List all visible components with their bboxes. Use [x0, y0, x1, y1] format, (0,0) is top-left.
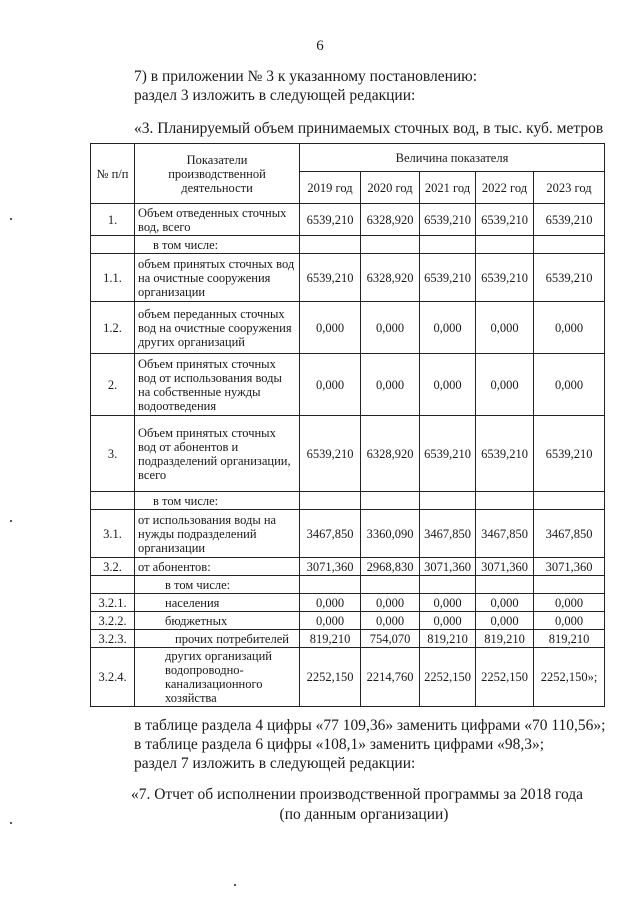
value-cell: 6539,210	[420, 416, 476, 492]
table-row	[91, 558, 605, 576]
value-cell	[476, 576, 534, 594]
value-cell	[476, 236, 534, 254]
scan-speck	[10, 218, 12, 220]
header-num: № п/п	[91, 144, 135, 204]
table-row	[91, 612, 605, 630]
value-cell: 3467,850	[300, 510, 361, 558]
indicator-name: от абонентов:	[135, 558, 300, 576]
value-cell	[300, 236, 361, 254]
indicator-name: в том числе:	[135, 576, 300, 594]
table-body	[91, 204, 605, 707]
value-cell: 2252,150	[476, 648, 534, 707]
table-row	[91, 510, 605, 558]
value-cell: 0,000	[476, 302, 534, 354]
value-cell: 6539,210	[420, 254, 476, 302]
value-cell	[361, 576, 420, 594]
header-indicator: Показатели производственной деятельности	[135, 144, 300, 204]
value-cell: 6539,210	[420, 204, 476, 236]
value-cell: 0,000	[534, 302, 605, 354]
row-number: 3.2.4.	[91, 648, 135, 707]
header-year: 2020 год	[361, 172, 420, 204]
indicator-name: бюджетных	[135, 612, 300, 630]
value-cell: 0,000	[361, 302, 420, 354]
value-cell: 6539,210	[300, 254, 361, 302]
indicator-name: объем принятых сточных вод на очистные сооружения организации	[135, 254, 300, 302]
value-cell: 0,000	[300, 594, 361, 612]
value-cell: 0,000	[420, 302, 476, 354]
header-value: Величина показателя	[300, 144, 605, 172]
table-row	[91, 630, 605, 648]
value-cell: 3467,850	[476, 510, 534, 558]
value-cell: 819,210	[476, 630, 534, 648]
value-cell	[534, 236, 605, 254]
value-cell: 819,210	[420, 630, 476, 648]
value-cell: 3071,360	[476, 558, 534, 576]
intro-line-1: 7) в приложении № 3 к указанному постановлению:	[134, 68, 478, 85]
indicator-name: прочих потребителей	[135, 630, 300, 648]
indicator-name: объем переданных сточных вод на очистные сооружения других организаций	[135, 302, 300, 354]
value-cell	[420, 576, 476, 594]
value-cell: 0,000	[420, 612, 476, 630]
value-cell	[534, 492, 605, 510]
table-row	[91, 492, 605, 510]
value-cell: 819,210	[300, 630, 361, 648]
row-number: 1.	[91, 204, 135, 236]
value-cell: 2252,150»;	[534, 648, 605, 707]
header-year: 2023 год	[534, 172, 605, 204]
value-cell: 6539,210	[300, 204, 361, 236]
value-cell: 3467,850	[420, 510, 476, 558]
row-number: 2.	[91, 354, 135, 416]
row-number: 3.1.	[91, 510, 135, 558]
intro-line-2: раздел 3 изложить в следующей редакции:	[134, 87, 416, 104]
scan-speck	[10, 520, 12, 522]
value-cell: 3071,360	[300, 558, 361, 576]
header-year: 2022 год	[476, 172, 534, 204]
table-row	[91, 236, 605, 254]
row-number	[91, 576, 135, 594]
value-cell: 0,000	[534, 354, 605, 416]
table-row	[91, 354, 605, 416]
indicator-name: в том числе:	[135, 236, 300, 254]
value-cell: 0,000	[476, 354, 534, 416]
table-row	[91, 302, 605, 354]
value-cell: 0,000	[534, 594, 605, 612]
value-cell	[300, 576, 361, 594]
value-cell: 2252,150	[300, 648, 361, 707]
amendment-line-2: в таблице раздела 6 цифры «108,1» заменить цифрами «98,3»;	[134, 736, 545, 753]
value-cell: 3071,360	[534, 558, 605, 576]
value-cell: 754,070	[361, 630, 420, 648]
value-cell: 2252,150	[420, 648, 476, 707]
value-cell: 6539,210	[300, 416, 361, 492]
value-cell: 0,000	[534, 612, 605, 630]
value-cell	[476, 492, 534, 510]
value-cell: 2214,760	[361, 648, 420, 707]
value-cell: 0,000	[361, 354, 420, 416]
value-cell: 0,000	[361, 612, 420, 630]
row-number: 3.2.1.	[91, 594, 135, 612]
indicator-name: населения	[135, 594, 300, 612]
value-cell: 0,000	[300, 612, 361, 630]
value-cell	[534, 576, 605, 594]
value-cell: 3360,090	[361, 510, 420, 558]
value-cell: 6539,210	[534, 416, 605, 492]
indicator-name: Объем принятых сточных вод от использования воды на собственные нужды водоотведения	[135, 354, 300, 416]
value-cell: 819,210	[534, 630, 605, 648]
wastewater-volume-table	[90, 143, 605, 707]
table-row	[91, 576, 605, 594]
table-row	[91, 416, 605, 492]
value-cell: 3071,360	[420, 558, 476, 576]
value-cell	[420, 236, 476, 254]
value-cell: 0,000	[361, 594, 420, 612]
report-subheading: (по данным организации)	[279, 806, 449, 823]
row-number: 3.2.2.	[91, 612, 135, 630]
amendment-line-3: раздел 7 изложить в следующей редакции:	[134, 755, 416, 772]
value-cell	[300, 492, 361, 510]
indicator-name: от использования воды на нужды подразделений организации	[135, 510, 300, 558]
value-cell: 6328,920	[361, 204, 420, 236]
value-cell: 6539,210	[534, 204, 605, 236]
row-number: 3.	[91, 416, 135, 492]
report-heading: «7. Отчет об исполнении производственной программы за 2018 года	[130, 786, 584, 803]
value-cell: 6539,210	[476, 416, 534, 492]
row-number: 3.2.	[91, 558, 135, 576]
value-cell: 0,000	[420, 594, 476, 612]
value-cell: 0,000	[476, 594, 534, 612]
value-cell: 3467,850	[534, 510, 605, 558]
row-number: 1.1.	[91, 254, 135, 302]
value-cell: 0,000	[300, 354, 361, 416]
value-cell: 6328,920	[361, 254, 420, 302]
value-cell: 0,000	[300, 302, 361, 354]
row-number: 3.2.3.	[91, 630, 135, 648]
value-cell: 6539,210	[476, 254, 534, 302]
value-cell: 2968,830	[361, 558, 420, 576]
section-heading: «3. Планируемый объем принимаемых сточных вод, в тыс. куб. метров	[134, 120, 604, 137]
page-number: 6	[316, 38, 324, 54]
value-cell: 0,000	[420, 354, 476, 416]
indicator-name: в том числе:	[135, 492, 300, 510]
header-year: 2019 год	[300, 172, 361, 204]
scan-speck	[10, 822, 12, 824]
header-year: 2021 год	[420, 172, 476, 204]
value-cell	[361, 236, 420, 254]
table-row	[91, 648, 605, 707]
scan-speck	[234, 884, 236, 886]
value-cell	[420, 492, 476, 510]
value-cell: 6328,920	[361, 416, 420, 492]
value-cell	[361, 492, 420, 510]
amendment-line-1: в таблице раздела 4 цифры «77 109,36» заменить цифрами «70 110,56»;	[134, 717, 606, 734]
value-cell: 6539,210	[476, 204, 534, 236]
row-number	[91, 492, 135, 510]
value-cell: 0,000	[476, 612, 534, 630]
table-row	[91, 594, 605, 612]
indicator-name: других организаций водопроводно-канализационного хозяйства	[135, 648, 300, 707]
row-number: 1.2.	[91, 302, 135, 354]
indicator-name: Объем принятых сточных вод от абонентов и подразделений организации, всего	[135, 416, 300, 492]
value-cell: 6539,210	[534, 254, 605, 302]
indicator-name: Объем отведенных сточных вод, всего	[135, 204, 300, 236]
row-number	[91, 236, 135, 254]
table-row	[91, 254, 605, 302]
table-row	[91, 204, 605, 236]
